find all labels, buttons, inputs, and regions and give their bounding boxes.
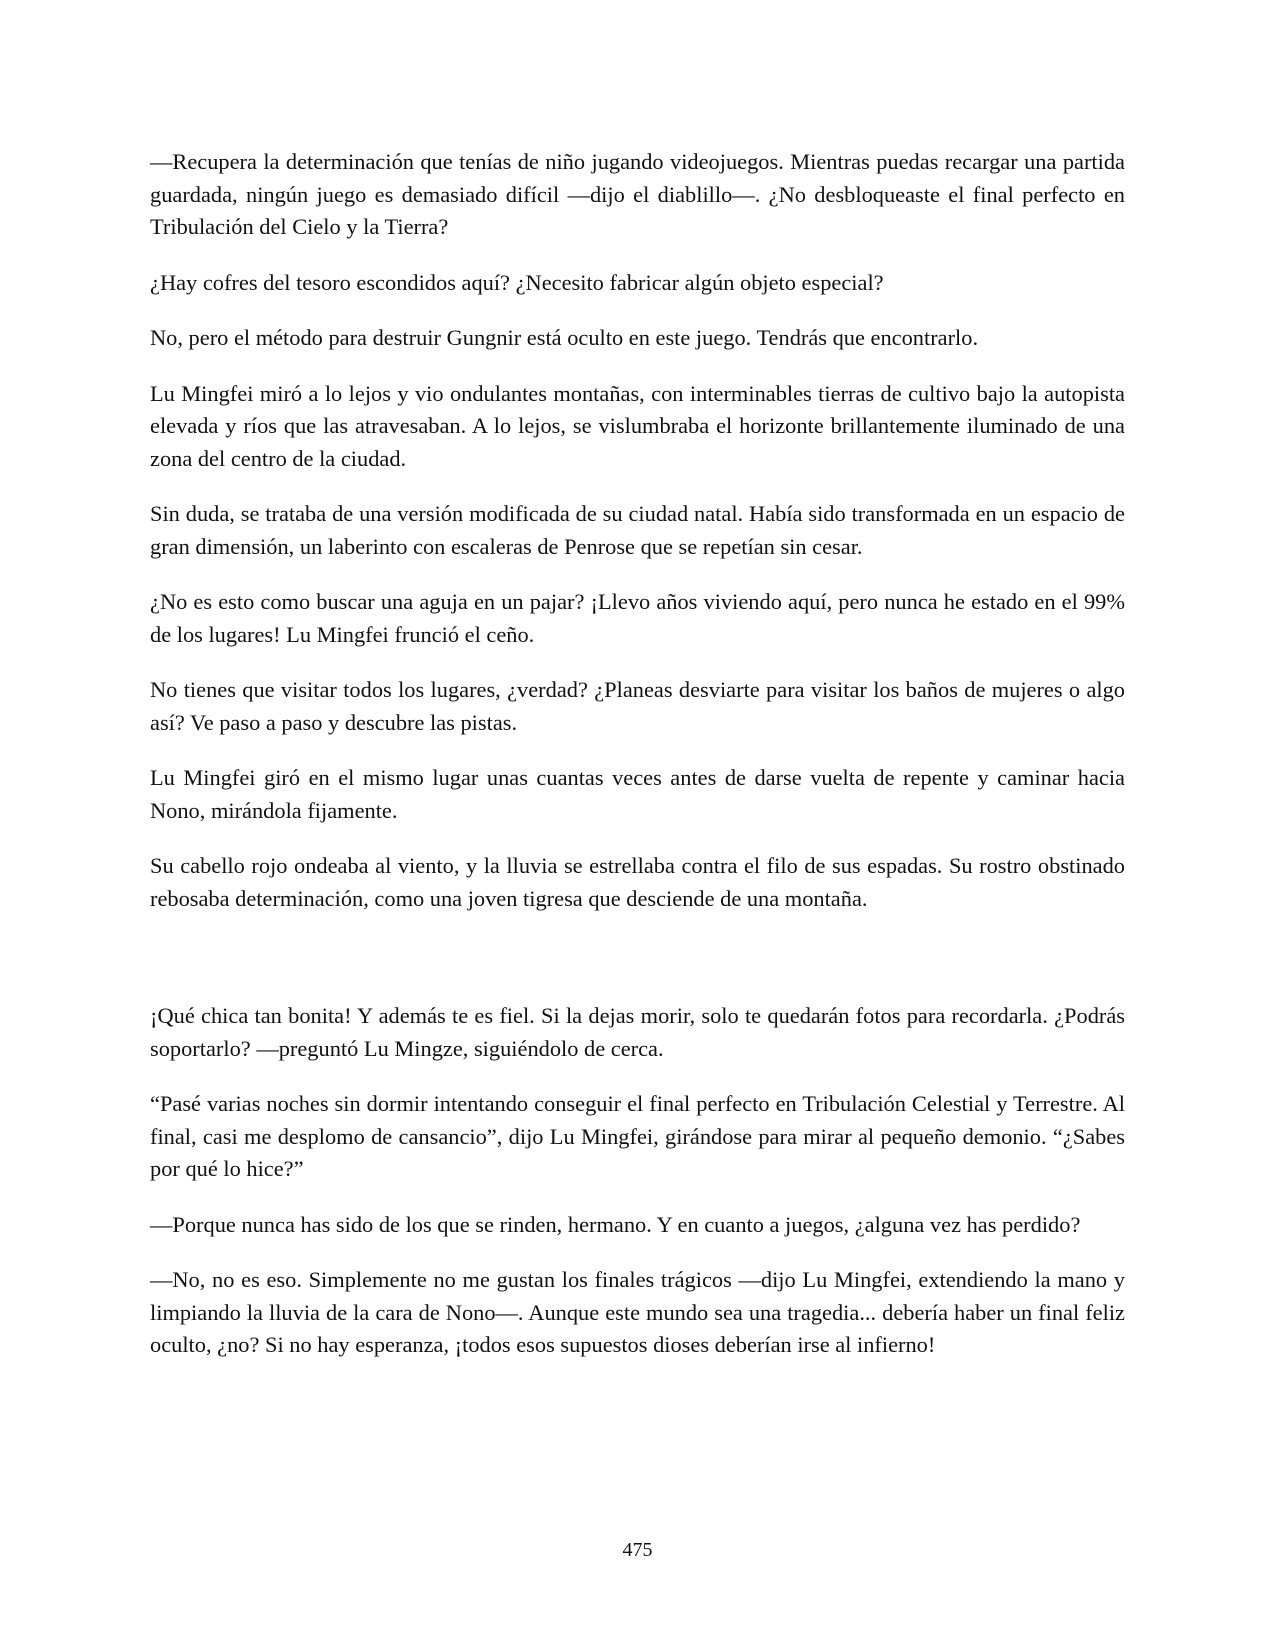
paragraph: No, pero el método para destruir Gungnir está oculto en este juego. Tendrás que encontrarlo. <box>150 325 979 350</box>
paragraph: —Recupera la determinación que tenías de niño jugando videojuegos. Mientras puedas recargar una partida guardada, ningún juego es demasiado difícil —dijo el diablillo—. ¿No desbloqueaste el final perfecto en Tribulación del Cielo y la Tierra? <box>150 149 1125 239</box>
paragraph: ¡Qué chica tan bonita! Y además te es fiel. Si la dejas morir, solo te quedarán fotos para recordarla. ¿Podrás soportarlo? —preguntó Lu Mingze, siguiéndolo de cerca. <box>150 1003 1125 1061</box>
paragraph: ¿No es esto como buscar una aguja en un pajar? ¡Llevo años viviendo aquí, pero nunca he estado en el 99% de los lugares! Lu Mingfei frunció el ceño. <box>150 589 1125 647</box>
paragraph: No tienes que visitar todos los lugares, ¿verdad? ¿Planeas desviarte para visitar los baños de mujeres o algo así? Ve paso a paso y descubre las pistas. <box>150 677 1125 735</box>
paragraph: Lu Mingfei miró a lo lejos y vio ondulantes montañas, con interminables tierras de cultivo bajo la autopista elevada y ríos que las atravesaban. A lo lejos, se vislumbraba el horizonte brillantemente iluminado de una zona del centro de la ciudad. <box>150 380 1125 471</box>
paragraph: “Pasé varias noches sin dormir intentando conseguir el final perfecto en Tribulación Celestial y Terrestre. Al final, casi me desplomo de cansancio”, dijo Lu Mingfei, girándose para mirar al pequeño demonio. “¿Sabes por qué lo hice?” <box>150 1091 1125 1181</box>
paragraph: Lu Mingfei giró en el mismo lugar unas cuantas veces antes de darse vuelta de repente y caminar hacia Nono, mirándola fijamente. <box>150 765 1125 823</box>
paragraph: —Porque nunca has sido de los que se rinden, hermano. Y en cuanto a juegos, ¿alguna vez has perdido? <box>150 1211 1081 1237</box>
page-number: 475 <box>622 1539 653 1561</box>
section-break <box>150 938 1125 1000</box>
paragraph: —No, no es eso. Simplemente no me gustan los finales trágicos —dijo Lu Mingfei, extendiendo la mano y limpiando la lluvia de la cara de Nono—. Aunque este mundo sea una tragedia... debería haber un final feliz oculto, ¿no? Si no hay esperanza, ¡todos esos supuestos dioses deberían irse al infierno! <box>150 1267 1125 1357</box>
paragraph: ¿Hay cofres del tesoro escondidos aquí? ¿Necesito fabricar algún objeto especial? <box>150 269 884 295</box>
paragraph: Su cabello rojo ondeaba al viento, y la lluvia se estrellaba contra el filo de sus espadas. Su rostro obstinado rebosaba determinación, como una joven tigresa que desciende de una montaña. <box>150 853 1125 911</box>
page-body <box>150 146 1125 1385</box>
paragraph: Sin duda, se trataba de una versión modificada de su ciudad natal. Había sido transformada en un espacio de gran dimensión, un laberinto con escaleras de Penrose que se repetían sin cesar. <box>150 501 1125 559</box>
